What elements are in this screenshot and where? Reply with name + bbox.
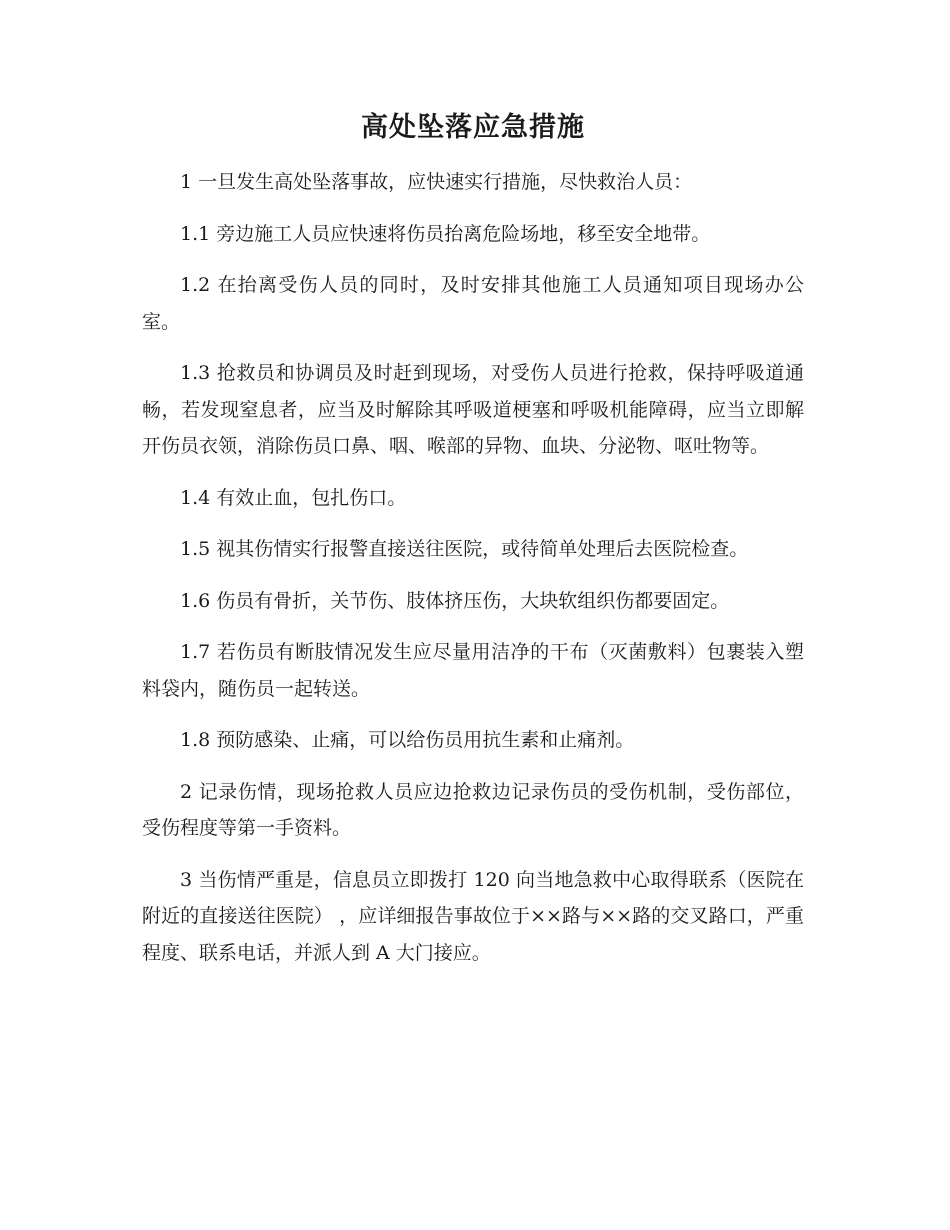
paragraph-1-1: 1.1 旁边施工人员应快速将伤员抬离危险场地，移至安全地带。 — [180, 222, 711, 245]
paragraph-1-7: 1.7 若伤员有断肢情况发生应尽量用洁净的干布（灭菌敷料）包裹装入塑料袋内，随伤员一起转送。 — [142, 641, 804, 700]
paragraph-2: 2 记录伤情，现场抢救人员应边抢救边记录伤员的受伤机制，受伤部位，受伤程度等第一手资料。 — [142, 780, 804, 839]
document-title: 高处坠落应急措施 — [361, 112, 585, 143]
document-page — [142, 108, 804, 986]
paragraph-1-5: 1.5 视其伤情实行报警直接送往医院，或待简单处理后去医院检查。 — [180, 538, 749, 560]
paragraph-1-4: 1.4 有效止血，包扎伤口。 — [180, 486, 407, 509]
paragraph-1-6: 1.6 伤员有骨折，关节伤、肢体挤压伤，大块软组织伤都要固定。 — [180, 589, 730, 612]
paragraph-1-2: 1.2 在抬离受伤人员的同时，及时安排其他施工人员通知项目现场办公室。 — [142, 274, 804, 333]
paragraph-1-3: 1.3 抢救员和协调员及时赶到现场，对受伤人员进行抢救，保持呼吸道通畅，若发现窒息者，应当及时解除其呼吸道梗塞和呼吸机能障碍，应当立即解开伤员衣领，消除伤员口鼻、咽、喉部的异物、血块、分泌物、呕吐物等。 — [142, 362, 804, 457]
paragraph-1: 1 一旦发生高处坠落事故，应快速实行措施，尽快救治人员： — [180, 171, 693, 193]
paragraph-1-8: 1.8 预防感染、止痛，可以给伤员用抗生素和止痛剂。 — [180, 729, 635, 751]
paragraph-3: 3 当伤情严重是，信息员立即拨打 120 向当地急救中心取得联系（医院在附近的直接送往医院） ，应详细报告事故位于××路与××路的交叉路口，严重程度、联系电话，并派人到 A 大门接应。 — [142, 868, 804, 964]
